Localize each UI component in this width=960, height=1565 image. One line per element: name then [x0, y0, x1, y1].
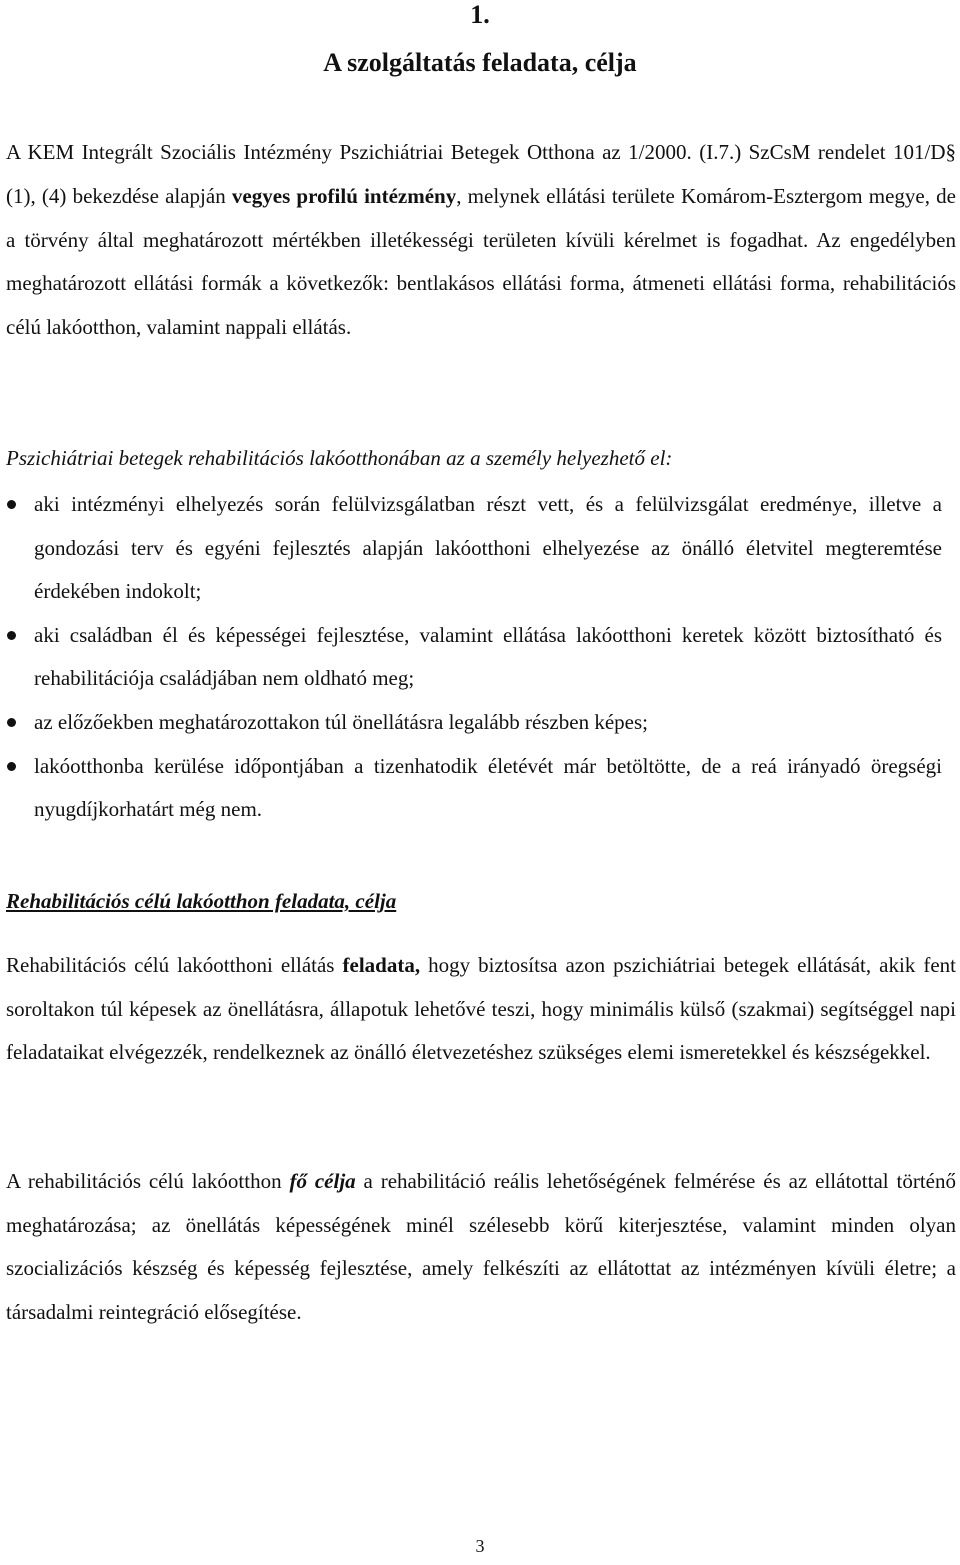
task-text-a: Rehabilitációs célú lakóotthoni ellátás — [6, 953, 343, 977]
chapter-number: 1. — [470, 0, 490, 29]
bullet-icon — [7, 718, 16, 727]
intro-text-b: , melynek ellátási területe Komárom-Esztergom megye, de a törvény által meghatározott mértékben illetékességi területen kívüli kérelmet is fogadhat. Az engedélyben meghatározott ellátási formák a következők: bentlakásos ellátási forma, átmeneti ellátási forma, rehabilitációs célú lakóotthon, valamint nappali ellátás. — [6, 183, 957, 340]
placement-criteria-list — [0, 483, 960, 832]
list-item-text: aki intézményi elhelyezés során felülvizsgálatban részt vett, és a felülvizsgálat eredménye, illetve a gondozási terv és egyéni fejlesztés alapján lakóotthoni elhelyezése az önálló életvitel megteremtése érdekében indokolt; — [34, 492, 942, 604]
goal-text-a: A rehabilitációs célú lakóotthon — [6, 1169, 290, 1193]
task-text-b: hogy biztosítsa azon pszichiátriai betegek ellátását, akik fent soroltakon túl képesek az önellátásra, állapotuk lehetővé teszi, hogy minimális külső (szakmai) segítséggel napi feladataikat elvégezzék, rendelkeznek az önálló életvezetéshez szükséges elemi ismeretekkel és készségekkel. — [6, 953, 956, 1065]
goal-bold-italic-phrase: fő célja — [289, 1169, 356, 1193]
rehab-section-heading: Rehabilitációs célú lakóotthon feladata, célja — [6, 889, 397, 913]
bullet-icon — [7, 500, 16, 509]
intro-paragraph — [6, 131, 956, 350]
list-item-text: aki családban él és képességei fejlesztése, valamint ellátása lakóotthoni keretek között biztosítható és rehabilitációja családjában nem oldható meg; — [34, 622, 942, 691]
list-item-text: az előzőekben meghatározottakon túl önellátásra legalább részben képes; — [34, 709, 648, 734]
bullet-icon — [7, 631, 16, 640]
list-item — [0, 701, 960, 745]
rehab-goal-paragraph — [6, 1160, 956, 1334]
chapter-title: A szolgáltatás feladata, célja — [323, 48, 637, 77]
goal-text-b: a rehabilitáció reális lehetőségének felmérése és az ellátottal történő meghatározása; az önellátás képességének minél szélesebb körű kiterjesztése, valamint minden olyan szocializációs készség és képesség fejlesztése, amely felkészíti az ellátottat az intézményen kívüli életre; a társadalmi reintegráció elősegítése. — [6, 1169, 956, 1324]
page-number: 3 — [475, 1536, 485, 1556]
list-item — [0, 483, 960, 614]
list-item-text: lakóotthonba kerülése időpontjában a tizenhatodik életévét már betöltötte, de a reá irányadó öregségi nyugdíjkorhatárt még nem. — [34, 753, 942, 822]
intro-text-a: A KEM Integrált Szociális Intézmény Pszichiátriai Betegek Otthona az 1/2000. (I.7.) SzCsM rendelet 101/D§ (1), (4) bekezdése alapján — [6, 140, 956, 208]
task-bold-word: feladata, — [342, 953, 421, 977]
placement-heading: Pszichiátriai betegek rehabilitációs lakóotthonában az a személy helyezhető el: — [6, 446, 673, 470]
rehab-task-paragraph — [6, 944, 956, 1075]
list-item — [0, 745, 960, 832]
bullet-icon — [7, 762, 16, 771]
intro-bold-phrase: vegyes profilú intézmény — [231, 183, 457, 208]
list-item — [0, 614, 960, 701]
